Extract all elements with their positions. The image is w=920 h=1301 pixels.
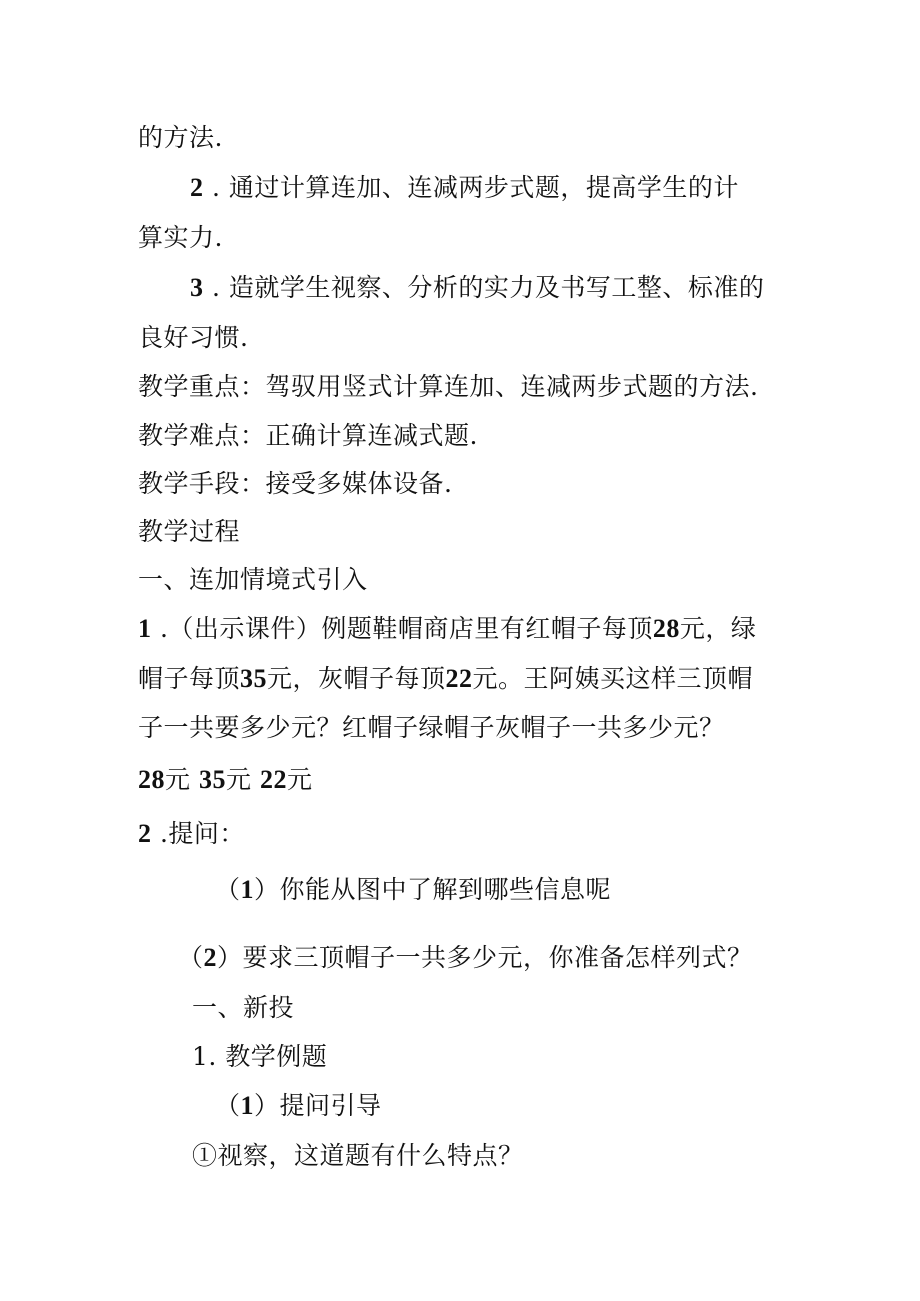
text-line bbox=[138, 712, 725, 744]
text-run: 提问引导 bbox=[279, 1091, 382, 1120]
text-line bbox=[138, 764, 312, 796]
text-run: . 造就学生视察、分析的实力及书写工整、标准的 bbox=[203, 273, 765, 302]
text-line bbox=[138, 613, 756, 645]
list-number: 1 bbox=[240, 1091, 255, 1120]
text-line bbox=[138, 468, 452, 500]
text-run: 教学重点：驾驭用竖式计算连加、连减两步式题的方法. bbox=[138, 372, 759, 401]
text-line bbox=[138, 322, 248, 354]
text-run: 的方法. bbox=[138, 123, 223, 152]
text-line bbox=[138, 222, 223, 254]
list-number: 1 bbox=[138, 614, 152, 643]
list-number: 2 bbox=[138, 819, 152, 848]
text-run: 元，灰帽子每顶 bbox=[267, 664, 446, 693]
text-run: 1. 教学例题 bbox=[192, 1042, 328, 1071]
text-run: 算实力. bbox=[138, 223, 223, 252]
text-line bbox=[192, 1041, 327, 1073]
text-run: 教学过程 bbox=[138, 517, 241, 546]
text-line: （1）你能从图中了解到哪些信息呢 bbox=[215, 875, 612, 904]
text-run: 元，绿 bbox=[679, 614, 757, 643]
list-number: 3 bbox=[190, 273, 204, 302]
text-run: .提问： bbox=[151, 819, 245, 848]
text-line: （2）要求三顶帽子一共多少元，你准备怎样列式？ bbox=[178, 943, 753, 972]
text-run: 元 bbox=[225, 765, 252, 794]
text-line bbox=[192, 1140, 524, 1172]
section-heading bbox=[192, 992, 294, 1024]
number: 28 bbox=[138, 765, 165, 794]
text-run: 要求三顶帽子一共多少元，你准备怎样列式？ bbox=[242, 943, 753, 972]
text-line bbox=[138, 663, 753, 695]
number: 35 bbox=[198, 765, 226, 794]
text-line bbox=[190, 272, 764, 304]
text-run: 良好习惯. bbox=[138, 323, 249, 352]
text-run: 一、新投 bbox=[192, 993, 295, 1022]
text-line bbox=[138, 420, 478, 452]
text-run: ①视察，这道题有什么特点？ bbox=[192, 1141, 524, 1170]
number: 35 bbox=[240, 664, 268, 693]
text-run: 子一共要多少元？红帽子绿帽子灰帽子一共多少元？ bbox=[138, 713, 725, 742]
list-number: 1 bbox=[240, 875, 255, 904]
number: 22 bbox=[259, 765, 287, 794]
text-line bbox=[190, 172, 739, 204]
section-heading bbox=[138, 564, 368, 596]
text-line: （1）提问引导 bbox=[215, 1091, 382, 1120]
list-number: 2 bbox=[190, 173, 204, 202]
text-run: . 通过计算连加、连减两步式题，提高学生的计 bbox=[203, 173, 739, 202]
text-run: 教学手段：接受多媒体设备. bbox=[138, 469, 453, 498]
text-run: 教学难点：正确计算连减式题. bbox=[138, 421, 478, 450]
list-number: 2 bbox=[203, 943, 218, 972]
section-heading bbox=[138, 516, 240, 548]
text-run: 一、连加情境式引入 bbox=[138, 565, 368, 594]
text-line bbox=[138, 818, 245, 850]
text-run: 元 bbox=[286, 765, 313, 794]
text-line bbox=[138, 122, 223, 154]
number: 28 bbox=[652, 614, 680, 643]
text-run: .（出示课件）例题鞋帽商店里有红帽子每顶 bbox=[151, 614, 653, 643]
text-run: 帽子每顶 bbox=[138, 664, 241, 693]
text-run: 元。王阿姨买这样三顶帽 bbox=[472, 664, 754, 693]
text-run: 元 bbox=[165, 765, 191, 794]
text-line bbox=[138, 371, 758, 403]
text-run: 你能从图中了解到哪些信息呢 bbox=[279, 875, 612, 904]
number: 22 bbox=[445, 664, 473, 693]
